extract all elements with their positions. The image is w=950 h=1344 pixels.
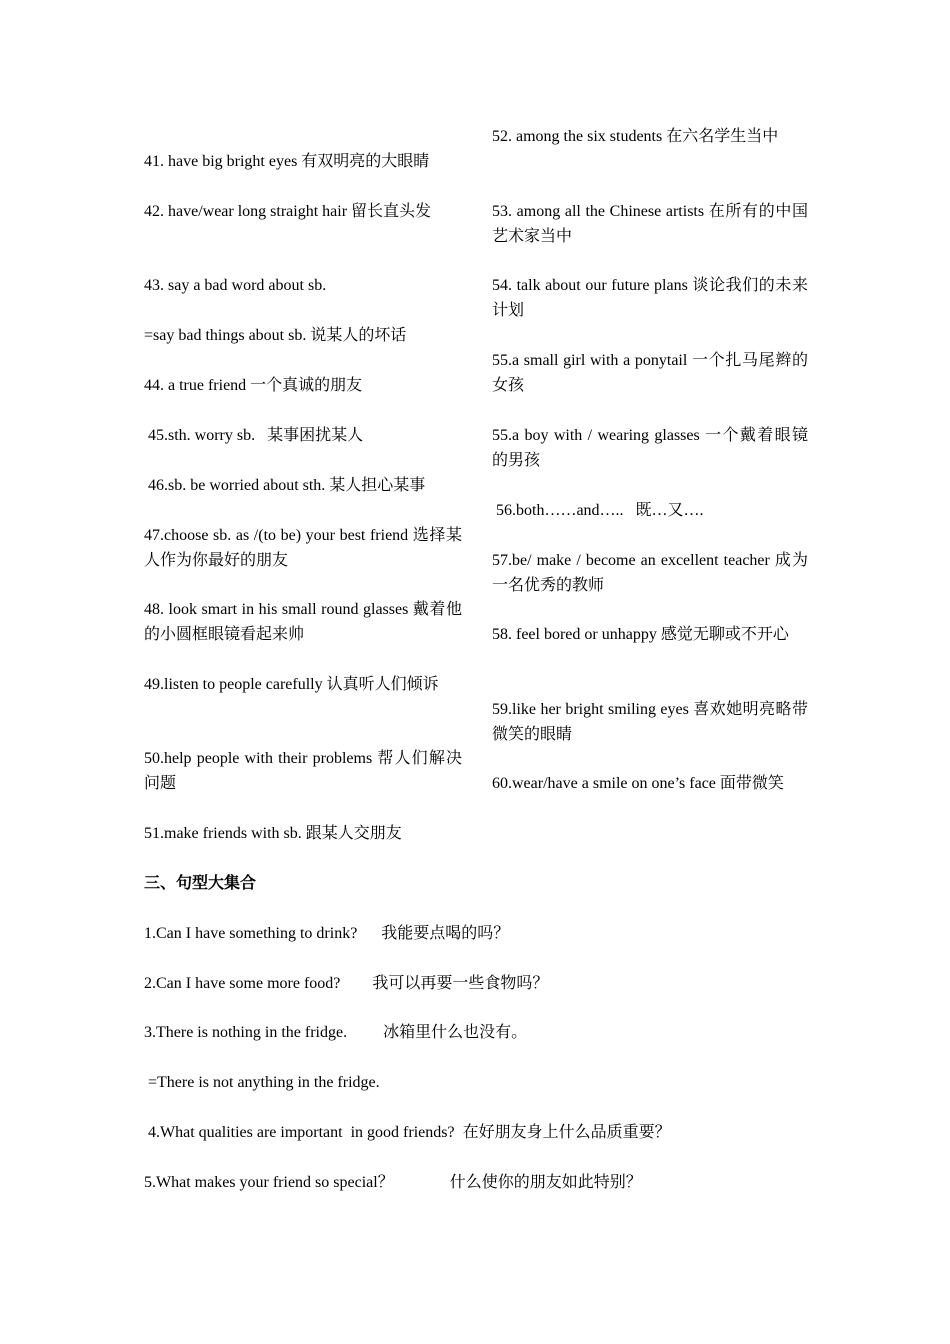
- sentence-3-alt: =There is not anything in the fridge.: [144, 1074, 380, 1091]
- phrase-41: 41. have big bright eyes 有双明亮的大眼睛: [144, 153, 430, 170]
- sentence-2: 2.Can I have some more food? 我可以再要一些食物吗？: [144, 975, 549, 992]
- sentence-5: 5.What makes your friend so special？ 什么使你的朋友如此特别？: [144, 1174, 642, 1191]
- phrase-58: 58. feel bored or unhappy 感觉无聊或不开心: [492, 626, 789, 643]
- phrase-48: 48. look smart in his small round glasses 戴着他的小圆框眼镜看起来帅: [144, 601, 462, 643]
- sentence-1: 1.Can I have something to drink? 我能要点喝的吗？: [144, 925, 510, 942]
- phrase-56: 56.both……and….. 既…又….: [492, 502, 704, 519]
- sentence-4: 4.What qualities are important in good friends? 在好朋友身上什么品质重要？: [144, 1124, 671, 1141]
- phrase-51: 51.make friends with sb. 跟某人交朋友: [144, 825, 402, 842]
- phrase-53: 53. among all the Chinese artists 在所有的中国艺术家当中: [492, 203, 808, 245]
- phrase-54: 54. talk about our future plans 谈论我们的未来计划: [492, 277, 808, 319]
- phrase-46: 46.sb. be worried about sth. 某人担心某事: [144, 477, 426, 494]
- phrase-50: 50.help people with their problems 帮人们解决问题: [144, 750, 462, 792]
- phrase-43-alt: =say bad things about sb. 说某人的坏话: [144, 327, 407, 344]
- section-heading: 三、句型大集合: [144, 875, 257, 892]
- phrase-43: 43. say a bad word about sb.: [144, 277, 327, 294]
- sentence-3: 3.There is nothing in the fridge. 冰箱里什么也没有。: [144, 1024, 528, 1041]
- phrase-45: 45.sth. worry sb. 某事困扰某人: [144, 427, 364, 444]
- phrase-44: 44. a true friend 一个真诚的朋友: [144, 377, 363, 394]
- phrase-52: 52. among the six students 在六名学生当中: [492, 128, 779, 145]
- phrase-42: 42. have/wear long straight hair 留长直头发: [144, 203, 432, 220]
- phrase-49: 49.listen to people carefully 认真听人们倾诉: [144, 676, 439, 693]
- phrase-55a: 55.a small girl with a ponytail 一个扎马尾辫的女孩: [492, 352, 808, 394]
- phrase-57: 57.be/ make / become an excellent teacher 成为一名优秀的教师: [492, 552, 808, 594]
- phrase-55b: 55.a boy with / wearing glasses 一个戴着眼镜的男孩: [492, 427, 808, 469]
- phrase-60: 60.wear/have a smile on one’s face 面带微笑: [492, 775, 784, 792]
- phrase-59: 59.like her bright smiling eyes 喜欢她明亮略带微笑的眼睛: [492, 701, 808, 743]
- phrase-47: 47.choose sb. as /(to be) your best friend 选择某人作为你最好的朋友: [144, 527, 462, 569]
